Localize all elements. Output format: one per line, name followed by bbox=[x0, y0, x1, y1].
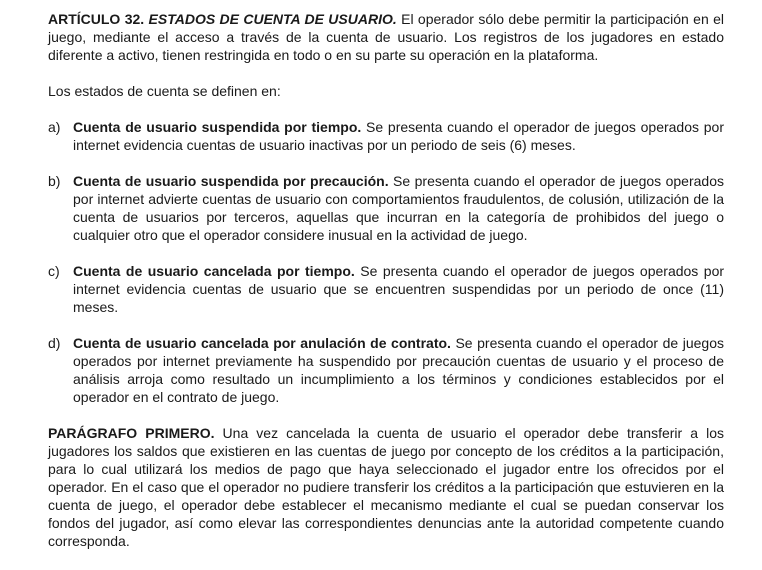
list-item bbox=[48, 172, 724, 244]
item-text: Se presenta cuando el operador de juegos operados por internet evidencia cuentas de usuario que se encuentren suspendidas por un periodo de once (11) meses. bbox=[73, 263, 725, 315]
article-label: ARTÍCULO 32. bbox=[48, 11, 145, 27]
article-title: ESTADOS DE CUENTA DE USUARIO. bbox=[148, 11, 397, 27]
list-marker: b) bbox=[48, 173, 61, 189]
paragraph-primero bbox=[48, 424, 724, 550]
list-item bbox=[48, 118, 724, 154]
item-term: Cuenta de usuario suspendida por precaución. bbox=[73, 173, 389, 189]
list-marker: d) bbox=[48, 335, 61, 351]
item-text: Se presenta cuando el operador de juegos operados por internet advierte cuentas de usuario con comportamientos fraudulentos, de colusión, utilización de la cuenta de usuarios por terceros, aquellas que incurran en la categoría de prohibidos del juego o cualquier otro que el operador considere inusual en la actividad de juego. bbox=[73, 173, 724, 243]
paragraph-body: Una vez cancelada la cuenta de usuario el operador debe transferir a los jugadores los saldos que existieren en las cuentas de juego por concepto de los créditos a la participación, para lo cual utilizará los medios de pago que haya seleccionado el jugador entre los ofrecidos por el operador. En el caso que el operador no pudiere transferir los créditos a la participación que estuvieren en la cuenta de juego, el operador debe establecer el mecanismo mediante el cual se puedan conservar los fondos del jugador, así como elevar las correspondientes denuncias ante la autoridad competente cuando corresponda. bbox=[48, 425, 724, 549]
item-term: Cuenta de usuario cancelada por tiempo. bbox=[73, 263, 355, 279]
intro-text: Los estados de cuenta se definen en: bbox=[48, 83, 281, 99]
item-term: Cuenta de usuario suspendida por tiempo. bbox=[73, 119, 362, 135]
list-marker: c) bbox=[48, 263, 60, 279]
account-states-list bbox=[48, 118, 724, 406]
paragraph-label: PARÁGRAFO PRIMERO. bbox=[48, 425, 215, 441]
list-item bbox=[48, 334, 724, 406]
item-term: Cuenta de usuario cancelada por anulación de contrato. bbox=[73, 335, 451, 351]
article-body: El operador sólo debe permitir la participación en el juego, mediante el acceso a través de la cuenta de usuario. Los registros de los jugadores en estado diferente a activo, tienen restringida en todo o en su parte su operación en la plataforma. bbox=[48, 11, 724, 63]
list-item bbox=[48, 262, 724, 316]
article-paragraph bbox=[48, 10, 724, 64]
item-text: Se presenta cuando el operador de juegos operados por internet evidencia cuentas de usuario inactivas por un periodo de seis (6) meses. bbox=[73, 119, 724, 153]
item-text: Se presenta cuando el operador de juegos operados por internet previamente ha suspendido por precaución cuentas de usuario y el proceso de análisis arroja como resultado un incumplimiento a los términos y condiciones establecidos por el operador en el contrato de juego. bbox=[73, 335, 724, 405]
list-marker: a) bbox=[48, 119, 61, 135]
